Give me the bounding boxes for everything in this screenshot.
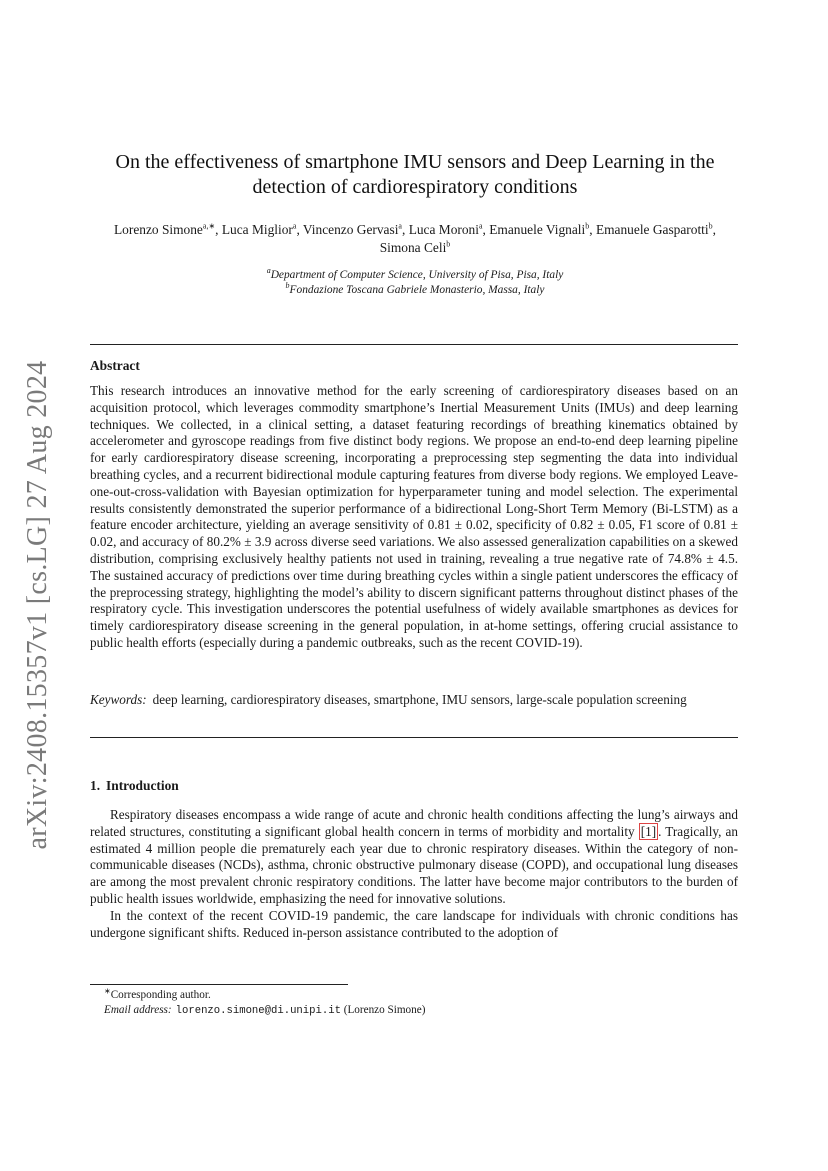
arxiv-identifier-stamp	[18, 360, 58, 850]
footnotes	[90, 988, 738, 1018]
citation-link[interactable]: [1]	[640, 823, 657, 839]
author: Emanuele Gasparotti$^b$,	[595, 221, 716, 237]
affiliation: $^a$Department of Computer Science, University of Pisa, Pisa, Italy	[266, 266, 564, 281]
keywords-list: deep learning, cardiorespiratory diseases, smartphone, IMU sensors, large-scale population screening	[152, 692, 687, 707]
paper-title	[90, 150, 740, 200]
title-line-2: detection of cardiorespiratory conditions	[252, 176, 578, 198]
section-title: Introduction	[106, 778, 179, 793]
keywords-label: Keywords:	[90, 692, 147, 707]
introduction-body	[90, 807, 738, 941]
arxiv-stamp-text: arXiv:2408.15357v1 [cs.LG] 27 Aug 2024	[22, 360, 53, 850]
email-address[interactable]: lorenzo.simone@di.unipi.it	[175, 1004, 341, 1017]
affiliations	[90, 268, 740, 298]
intro-paragraph-1: Respiratory diseases encompass a wide range of acute and chronic health conditions affecting the lung’s airways and related structures, constituting a significant global health concern in terms of morbidity and mortality [1] . Tragically, an estimated 4 million people die prematurely each year due to chronic respiratory diseases. Within the category of non-communicable diseases (NCDs), asthma, chronic obstructive pulmonary disease (COPD), and occupational lung diseases are among the most prevalent chronic respiratory conditions. The latter have become major contributors to the burden of public health issues worldwide, emphasizing the need for innovative solutions.	[90, 807, 739, 906]
author: Lorenzo Simone$^{a,∗}$,	[114, 221, 222, 237]
email-note: Email address: lorenzo.simone@di.unipi.it (Lorenzo Simone)	[104, 1003, 426, 1017]
keywords	[90, 692, 738, 709]
author: Luca Miglior$^a$,	[221, 221, 303, 237]
title-line-1: On the effectiveness of smartphone IMU sensors and Deep Learning in the	[115, 151, 715, 173]
corresponding-author-note: ∗Corresponding author.	[104, 986, 211, 1001]
abstract-bottom-rule	[90, 737, 738, 738]
section-number: 1.	[90, 778, 101, 793]
author: Vincenzo Gervasi$^a$,	[302, 221, 409, 237]
author: Simona Celi$^b$	[379, 239, 451, 255]
author-list	[95, 221, 735, 257]
intro-paragraph-2: In the context of the recent COVID-19 pandemic, the care landscape for individuals with chronic conditions has undergone significant shifts. Reduced in-person assistance contributed to the adoption of	[90, 907, 738, 940]
author: Emanuele Vignali$^b$,	[489, 221, 596, 237]
footnote-rule	[90, 984, 348, 985]
abstract-top-rule	[90, 344, 738, 345]
author: Luca Moroni$^a$,	[408, 221, 490, 237]
affiliation: $^b$Fondazione Toscana Gabriele Monasterio, Massa, Italy	[285, 281, 545, 296]
section-heading	[90, 778, 179, 794]
abstract-text: This research introduces an innovative method for the early screening of cardiorespiratory diseases based on an acquisition protocol, which leverages commodity smartphone’s Inertial Measurement Units (IMUs) and deep learning techniques. We collected, in a clinical setting, a dataset featuring recordings of breathing kinematics obtained by accelerometer and gyroscope readings from five distinct body regions. We propose an end-to-end deep learning pipeline for early cardiorespiratory disease screening, incorporating a preprocessing step segmenting the data into individual breathing cycles, and a recurrent bidirectional module capturing features from diverse body regions. We employed Leave-one-out-cross-validation with Bayesian optimization for hyperparameter tuning and model selection. The experimental results consistently demonstrated the superior performance of a bidirectional Long-Short Term Memory (Bi-LSTM) as a feature encoder architecture, yielding an average sensitivity of 0.81 ± 0.02, specificity of 0.82 ± 0.05, F1 score of 0.81 ± 0.02, and accuracy of 80.2% ± 3.9 across diverse seed variations. We also assessed generalization capabilities on a skewed distribution, comprising exclusively healthy patients not used in training, revealing a true negative rate of 74.8% ± 4.5. The sustained accuracy of predictions over time during breathing cycles within a single patient underscores the efficacy of the preprocessing strategy, highlighting the model’s ability to discern significant patterns throughout distinct phases of the respiratory cycle. This investigation underscores the potential usefulness of widely available smartphones as devices for timely cardiorespiratory disease screening in the general population, in at-home settings, offering crucial assistance to public health efforts (especially during a pandemic outbreaks, such as the recent COVID-19).	[90, 383, 738, 650]
abstract-heading: Abstract	[90, 358, 140, 373]
